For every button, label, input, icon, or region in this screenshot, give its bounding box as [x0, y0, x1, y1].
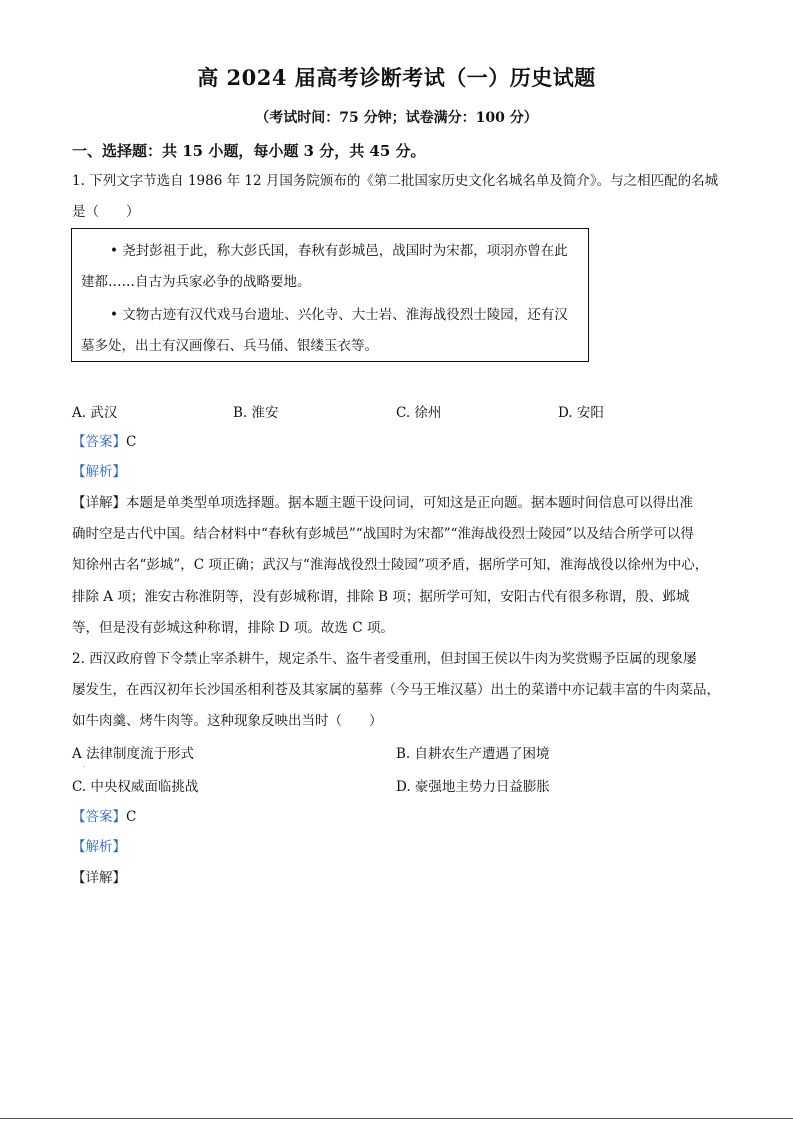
q1-stem-line1: 1. 下列文字节选自 1986 年 12 月国务院颁布的《第二批国家历史文化名城名单及简介》。与之相匹配的名城 [72, 173, 719, 189]
q2-option-c: C. 中央权威面临挑战 [72, 779, 199, 795]
q2-option-b: B. 自耕农生产遭遇了困境 [396, 746, 550, 762]
q1-material-line: 墓多处，出土有汉画像石、兵马俑、银缕玉衣等。 [81, 338, 378, 354]
answer-value: C [126, 434, 137, 450]
q1-detail-line: 【详解】本题是单类型单项选择题。据本题主题干设问词，可知这是正向题。据本题时间信息可以得出准 [72, 495, 693, 511]
q2-detail-label: 【详解】 [72, 870, 126, 886]
stray-dot-mark: · [83, 764, 85, 771]
q2-stem-line: 屡发生，在西汉初年长沙国丞相利苍及其家属的墓葬（今马王堆汉墓）出土的菜谱中亦记载丰富的牛肉菜品， [72, 682, 720, 698]
q1-analysis-label: 【解析】 [72, 464, 126, 480]
q1-detail-line: 等，但是没有彭城这种称谓，排除 D 项。故选 C 项。 [72, 620, 394, 636]
section-heading: 一、选择题：共 15 小题，每小题 3 分，共 45 分。 [72, 142, 426, 160]
q2-option-d: D. 豪强地主势力日益膨胀 [396, 779, 550, 795]
q2-stem-line: 2. 西汉政府曾下令禁止宰杀耕牛，规定杀牛、盗牛者受重刑，但封国王侯以牛肉为奖赏赐予臣属的现象屡 [72, 651, 697, 667]
q1-option-a: A. 武汉 [72, 405, 118, 421]
q1-material-line: • 文物古迹有汉代戏马台遗址、兴化寺、大士岩、淮海战役烈士陵园，还有汉 [110, 307, 568, 323]
q2-analysis-label: 【解析】 [72, 839, 126, 855]
q1-option-c: C. 徐州 [396, 405, 442, 421]
q1-material-line: 建都……自古为兵家必争的战略要地。 [81, 274, 311, 290]
exam-subtitle: （考试时间：75 分钟；试卷满分：100 分） [255, 110, 538, 126]
q1-answer [72, 433, 722, 451]
q1-material-box [71, 228, 589, 362]
q2-option-a: A 法律制度流于形式 [72, 746, 195, 762]
answer-value: C [126, 809, 137, 825]
q1-stem-line2: 是（ ） [72, 204, 140, 220]
answer-label: 【答案】 [72, 434, 126, 450]
answer-label: 【答案】 [72, 809, 126, 825]
q1-detail-line: 排除 A 项；淮安古称淮阴等，没有彭城称谓，排除 B 项；据所学可知，安阳古代有很多称谓，殷、邺城 [72, 589, 690, 605]
q1-detail-line: 确时空是古代中国。结合材料中“春秋有彭城邑”“战国时为宋都”“淮海战役烈士陵园”以及结合所学可以得 [72, 526, 694, 542]
q2-stem-line: 如牛肉羹、烤牛肉等。这种现象反映出当时（ ） [72, 713, 383, 729]
exam-title: 高 2024 届高考诊断考试（一）历史试题 [197, 65, 596, 90]
q1-material-line: • 尧封彭祖于此，称大彭氏国，春秋有彭城邑，战国时为宋都，项羽亦曾在此 [110, 243, 568, 259]
q1-option-b: B. 淮安 [233, 405, 279, 421]
q1-detail-line: 知徐州古名“彭城”，C 项正确；武汉与“淮海战役烈士陵园”项矛盾，据所学可知，淮海战役以徐州为中心， [72, 557, 709, 573]
q1-option-d: D. 安阳 [558, 405, 604, 421]
q2-answer [72, 808, 722, 826]
page-bottom-rule [0, 1118, 793, 1119]
